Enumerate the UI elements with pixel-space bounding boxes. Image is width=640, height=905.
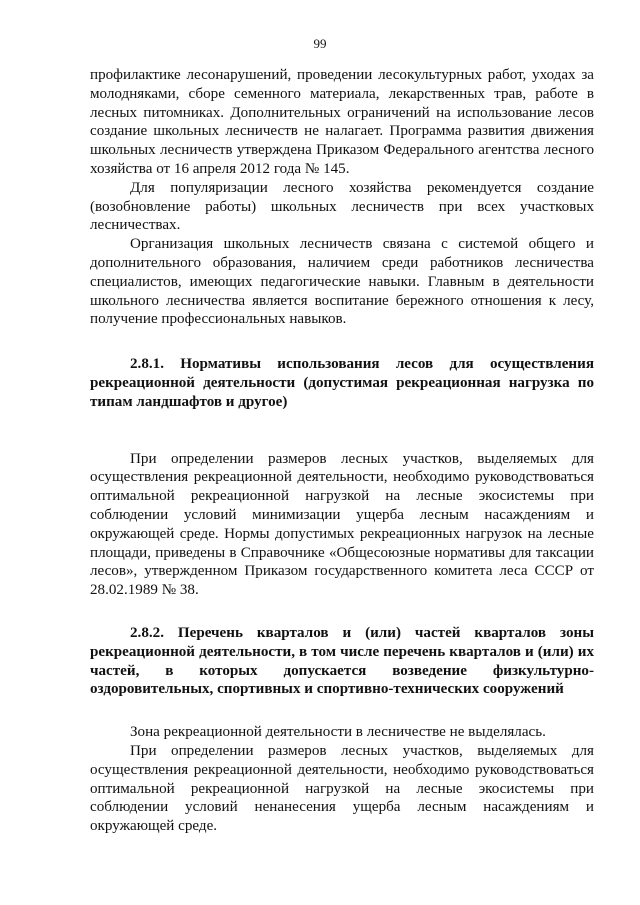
section-heading-2-8-2: 2.8.2. Перечень кварталов и (или) частей кварталов зоны рекреационной деятельности, в том числе перечень кварталов и (или) их частей, в которых допускается возведение физкультурно-оздоровительных, спортивных и спортивно-технических сооружений <box>90 624 594 698</box>
section-heading-2-8-1: 2.8.1. Нормативы использования лесов для осуществления рекреационной деятельности (допустимая рекреационная нагрузка по типам ландшафтов и другое) <box>90 356 594 410</box>
paragraph-recreation-plot-sizing: При определении размеров лесных участков, выделяемых для осуществления рекреационной деятельности, необходимо руководствоваться оптимальной рекреационной нагрузкой на лесные экосистемы при соблюдении условий ненанесения ущерба лесным насаждениям и окружающей среде. <box>90 742 594 835</box>
text-body <box>90 66 594 836</box>
paragraph-recreation-load-norms: При определении размеров лесных участков, выделяемых для осуществления рекреационной деятельности, необходимо руководствоваться оптимальной рекреационной нагрузкой на лесные экосистемы при соблюдении условий минимизации ущерба лесным насаждениям и окружающей среде. Нормы допустимых рекреационных нагрузок на лесные площади, приведены в Справочнике «Общесоюзные нормативы для таксации лесов», утвержденном Приказом государственного комитета леса СССР от 28.02.1989 № 38. <box>90 450 594 599</box>
paragraph-school-forestry-popularization: Для популяризации лесного хозяйства рекомендуется создание (возобновление работы) школьных лесничеств при всех участковых лесничествах. <box>90 179 594 234</box>
paragraph-school-forestry-activities: профилактике лесонарушений, проведении лесокультурных работ, уходах за молодняками, сборе семенного материала, лекарственных трав, работе в лесных питомниках. Дополнительных ограничений на использование лесов создание школьных лесничеств не налагает. Программа развития движения школьных лесничеств утверждена Приказом Федерального агентства лесного хозяйства от 16 апреля 2012 года № 145. <box>90 67 594 177</box>
page-number: 99 <box>313 36 327 51</box>
paragraph-school-forestry-organization: Организация школьных лесничеств связана с системой общего и дополнительного образования, наличием среди работников лесничества специалистов, имеющих педагогические навыки. Главным в деятельности школьного лесничества является воспитание бережного отношения к лесу, получение профессиональных навыков. <box>90 236 594 328</box>
paragraph-recreation-zone-status: Зона рекреационной деятельности в лесничестве не выделялась. <box>130 724 546 741</box>
